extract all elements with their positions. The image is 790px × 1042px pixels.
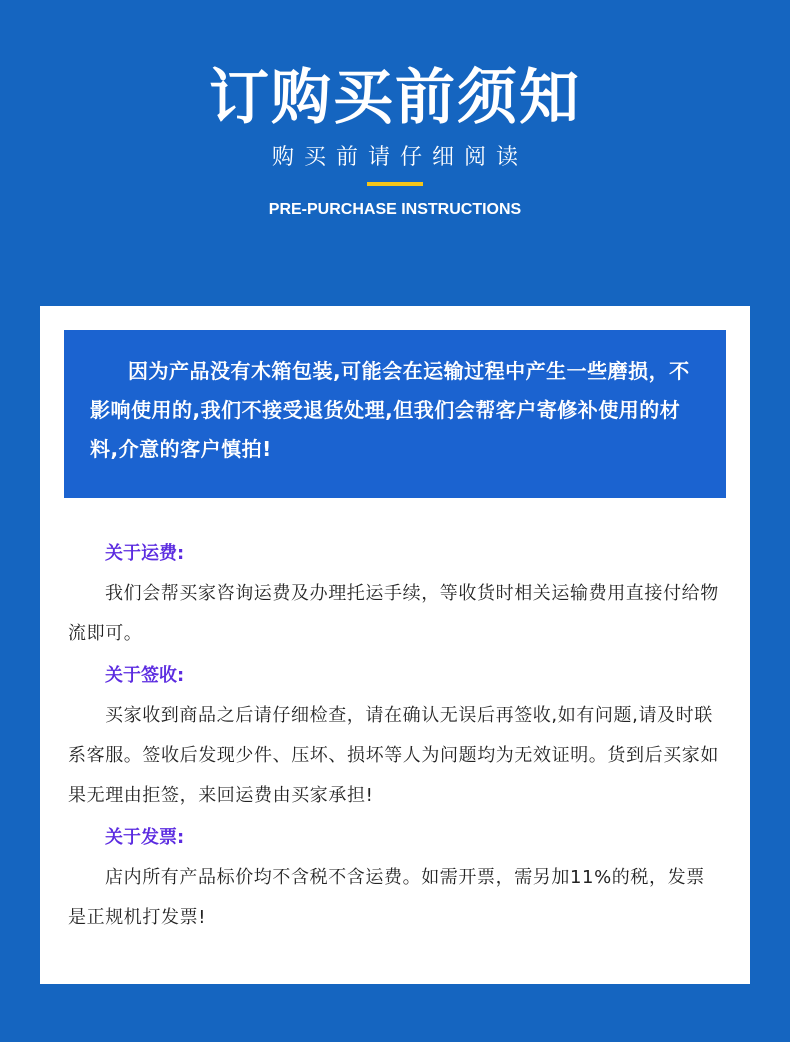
invoice-section-title: 关于发票: xyxy=(105,827,185,848)
shipping-section-body: 我们会帮买家咨询运费及办理托运手续，等收货时相关运输费用直接付给物流即可。 xyxy=(68,583,719,644)
shipping-section-title: 关于运费: xyxy=(105,543,185,564)
invoice-section-body: 店内所有产品标价均不含税不含运费。如需开票，需另加11%的税，发票是正规机打发票! xyxy=(68,867,705,928)
instructions-card xyxy=(40,306,750,984)
receipt-section-title: 关于签收: xyxy=(105,665,185,686)
receipt-section-body: 买家收到商品之后请仔细检查，请在确认无误后再签收,如有问题,请及时联系客服。签收后发现少件、压坏、损坏等人为问题均为无效证明。货到后买家如果无理由拒签，来回运费由买家承担! xyxy=(68,705,719,806)
notice-box xyxy=(64,330,726,498)
page-subtitle: 购买前请仔细阅读 xyxy=(271,145,528,170)
page-header xyxy=(0,0,790,300)
english-subtitle: PRE-PURCHASE INSTRUCTIONS xyxy=(268,201,522,218)
page-title: 订购买前须知 xyxy=(209,63,581,133)
instructions-content xyxy=(68,534,722,940)
accent-divider xyxy=(367,182,423,186)
notice-text: 因为产品没有木箱包装,可能会在运输过程中产生一些磨损，不影响使用的,我们不接受退货处理,但我们会帮客户寄修补使用的材料,介意的客户慎拍! xyxy=(90,359,690,461)
